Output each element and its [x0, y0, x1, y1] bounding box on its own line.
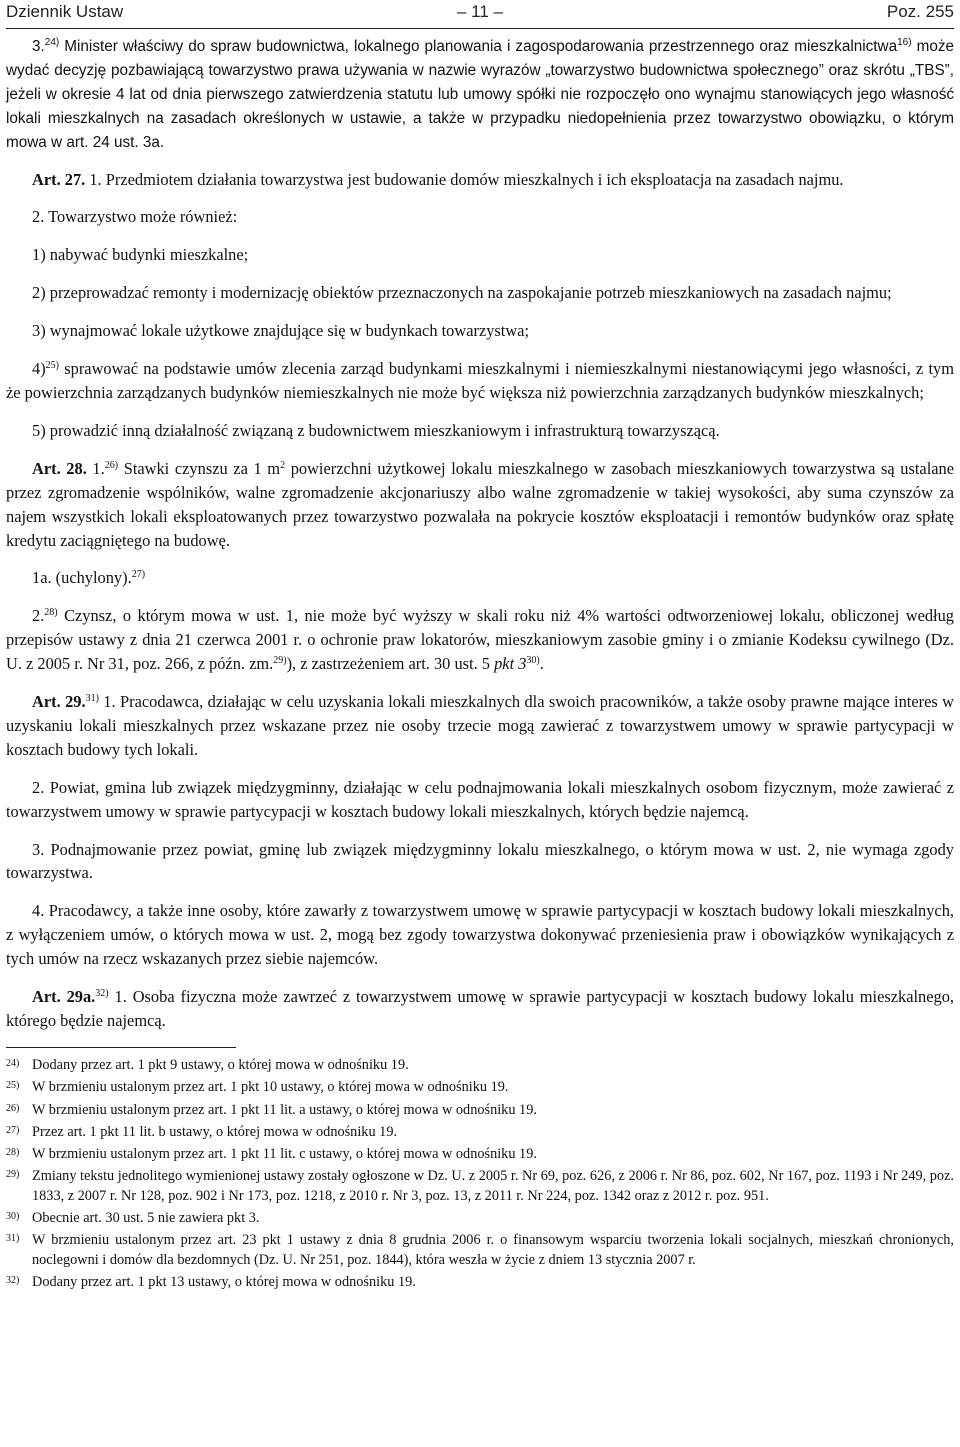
paragraph-p5: 2) przeprowadzać remonty i modernizację obiektów przeznaczonych na zaspokajanie potrzeb mieszkaniowych na zasadach najmu; [32, 283, 892, 303]
paragraph-p12: Art. 29.$^{31)}$ 1. Pracodawca, działając w celu uzyskania lokali mieszkalnych dla swoich pracowników, a także osoby prawne mające interes w uzyskaniu lokali mieszkalnych przez wskazane przez nie osoby trzecie mogą zawierać z towarzystwem umowy w sprawie partycypacji w kosztach budowy tych lokali. [6, 692, 954, 759]
footnote-item [6, 1078, 954, 1098]
paragraph-p14: 3. Podnajmowanie przez powiat, gminę lub związek międzygminny lokalu mieszkalnego, o którym mowa w ust. 2, nie wymaga zgody towarzystwa. [6, 839, 954, 883]
footnote-number: 24) [6, 1057, 20, 1069]
footnote-text: W brzmieniu ustalonym przez art. 23 pkt 1 ustawy z dnia 8 grudnia 2006 r. o finansowym wsparciu tworzenia lokali socjalnych, mieszkań chronionych, noclegowni i domów dla bezdomnych (Dz. U. Nr 251, poz. 1844), która weszła w życie z dniem 13 stycznia 2007 r. [32, 1232, 954, 1268]
paragraph-p3: 2. Towarzystwo może również: [32, 207, 238, 227]
paragraph-p10: 1a. (uchylony).$^{27)}$ [32, 568, 146, 588]
footnote-item [6, 1101, 954, 1121]
paragraph-p2: Art. 27. 1. Przedmiotem działania towarzystwa jest budowanie domów mieszkalnych i ich eksploatacja na zasadach najmu. [32, 169, 844, 189]
document-page [6, 0, 954, 1296]
paragraph-p1: 3.$^{24)}$ Minister właściwy do spraw budownictwa, lokalnego planowania i zagospodarowania przestrzennego oraz mieszkalnictwa$^{16)}$ może wydać decyzję pozbawiającą towarzystwo prawa używania w nazwie wyrazów „towarzystwo budownictwa społecznego” oraz skrótu „TBS”, jeżeli w okresie 4 lat od dnia pierwszego zatwierdzenia statutu lub umowy spółki nie rozpoczęło ono wynajmu stanowiących jego własność lokali mieszkalnych na zasadach określonych w ustawie, a także w przypadku niedopełnienia przez towarzystwo obowiązku, o którym mowa w art. 24 ust. 3a. [6, 37, 955, 151]
footnote-number: 27) [6, 1124, 20, 1136]
footnote-text: Dodany przez art. 1 pkt 9 ustawy, o której mowa w odnośniku 19. [32, 1056, 409, 1073]
footnote-item [6, 1123, 954, 1143]
footnote-item [6, 1056, 954, 1076]
page-number: – 11 – [456, 2, 503, 21]
footnote-number: 32) [6, 1275, 20, 1287]
sans-paragraph-block [6, 35, 954, 155]
paragraph-p16: Art. 29a.$^{32)}$ 1. Osoba fizyczna może zawrzeć z towarzystwem umowę w sprawie partycypacji w kosztach budowy lokalu mieszkalnego, którego będzie najemcą. [6, 987, 955, 1030]
paragraph-p15: 4. Pracodawcy, a także inne osoby, które zawarły z towarzystwem umowę w sprawie partycypacji w kosztach budowy lokali mieszkalnych, z wyłączeniem umów, o których mowa w ust. 2, mogą bez zgody towarzystwa dokonywać przeniesienia praw i obowiązków wynikających z tych umów na rzecz wskazanych przez siebie najemców. [6, 901, 954, 969]
footnote-item [6, 1231, 954, 1270]
footnotes [6, 1056, 954, 1293]
paragraph-p8: 5) prowadzić inną działalność związaną z budownictwem mieszkaniowym i infrastrukturą towarzyszącą. [32, 420, 720, 440]
footnote-separator [6, 1047, 236, 1048]
paragraph-p13: 2. Powiat, gmina lub związek międzygminny, działając w celu podnajmowania lokali mieszkalnych osobom fizycznym, może zawierać z towarzystwem umowy w sprawie partycypacji w kosztach budowy lokali mieszkalnych, których będzie najemcą. [6, 777, 954, 821]
footnote-text: W brzmieniu ustalonym przez art. 1 pkt 10 ustawy, o której mowa w odnośniku 19. [32, 1079, 509, 1096]
footnote-number: 25) [6, 1080, 20, 1092]
paragraph-p11: 2.$^{28)}$ Czynsz, o którym mowa w ust. 1, nie może być wyższy w skali roku niż 4% wartości odtworzeniowej lokalu, obliczonej według przepisów ustawy z dnia 21 czerwca 2001 r. o ochronie praw lokatorów, mieszkaniowym zasobie gminy i o zmianie Kodeksu cywilnego (Dz. U. z 2005 r. Nr 31, poz. 266, z późn. zm.$^{29)}$), z zastrzeżeniem art. 30 ust. 5 pkt 3$^{30)}$. [6, 606, 954, 674]
paragraph-p6: 3) wynajmować lokale użytkowe znajdujące się w budynkach towarzystwa; [32, 321, 530, 341]
footnote-text: Obecnie art. 30 ust. 5 nie zawiera pkt 3. [32, 1210, 260, 1227]
footnote-text: Przez art. 1 pkt 11 lit. b ustawy, o której mowa w odnośniku 19. [32, 1123, 398, 1140]
footnote-item [6, 1209, 954, 1229]
paragraph-p7: 4)$^{25)}$ sprawować na podstawie umów zlecenia zarząd budynkami mieszkalnymi i niemieszkalnymi niestanowiącymi jego własności, z tym że powierzchnia zarządzanych budynków niemieszkalnych nie może być większa niż powierzchnia zarządzanych budynków mieszkalnych; [6, 359, 954, 402]
footnote-item [6, 1167, 954, 1206]
position-number: Poz. 255 [886, 2, 954, 21]
footnote-number: 31) [6, 1233, 20, 1245]
footnote-text: W brzmieniu ustalonym przez art. 1 pkt 11 lit. a ustawy, o której mowa w odnośniku 19. [32, 1101, 537, 1118]
paragraph-p4: 1) nabywać budynki mieszkalne; [32, 245, 249, 265]
footnote-number: 28) [6, 1147, 20, 1159]
footnote-text: Zmiany tekstu jednolitego wymienionej ustawy zostały ogłoszone w Dz. U. z 2005 r. Nr 69, poz. 626, z 2006 r. Nr 86, poz. 602, Nr 167, poz. 1193 i Nr 249, poz. 1833, z 2007 r. Nr 128, poz. 902 i Nr 173, poz. 1218, z 2010 r. Nr 3, poz. 13, z 2011 r. Nr 224, poz. 1342 oraz z 2012 r. poz. 951. [32, 1168, 954, 1204]
footnote-number: 26) [6, 1102, 20, 1114]
journal-title: Dziennik Ustaw [6, 2, 124, 21]
body-text [6, 35, 954, 1033]
header-rule [6, 28, 954, 29]
footnote-text: W brzmieniu ustalonym przez art. 1 pkt 11 lit. c ustawy, o której mowa w odnośniku 19. [32, 1146, 537, 1163]
footnote-item [6, 1273, 954, 1293]
running-header [6, 2, 954, 28]
footnote-number: 30) [6, 1211, 20, 1223]
footnote-item [6, 1145, 954, 1165]
footnote-text: Dodany przez art. 1 pkt 13 ustawy, o której mowa w odnośniku 19. [32, 1274, 416, 1291]
paragraph-p9: Art. 28. 1.$^{26)}$ Stawki czynszu za 1 $m^2$ powierzchni użytkowej lokalu mieszkalnego w zasobach mieszkaniowych towarzystwa są ustalane przez zgromadzenie wspólników, walne zgromadzenie akcjonariuszy albo walne zgromadzenie w takiej wysokości, aby suma czynszów za najem wszystkich lokali eksploatowanych przez towarzystwo pozwalała na pokrycie kosztów eksploatacji i remontów budynków oraz spłatę kredytu zaciągniętego na budowę. [6, 458, 954, 550]
footnote-number: 29) [6, 1169, 20, 1181]
